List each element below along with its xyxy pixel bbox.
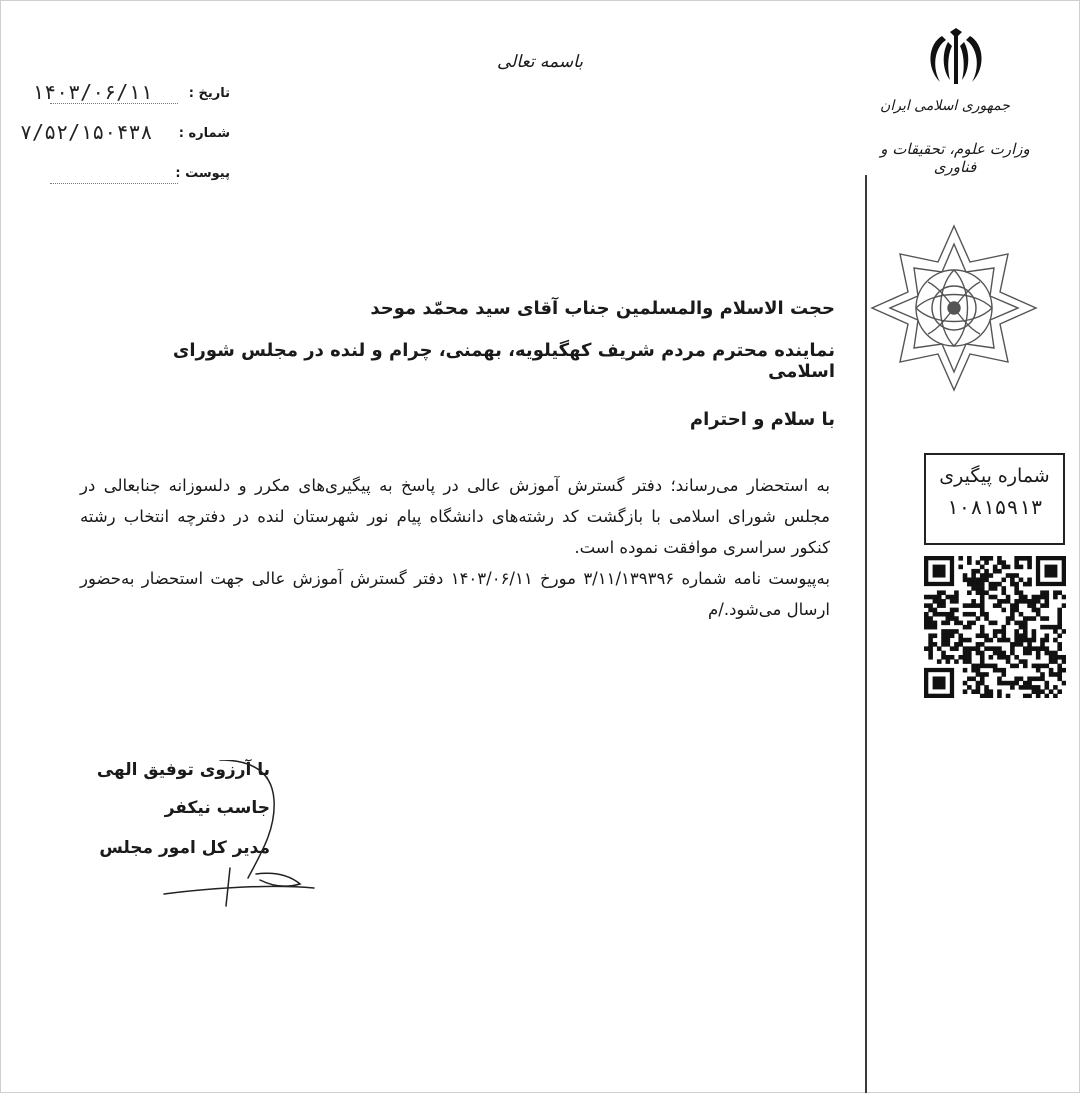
bismillah: باسمه تعالی	[497, 52, 583, 72]
tracking-label: شماره پیگیری	[939, 465, 1050, 487]
greeting: با سلام و احترام	[689, 409, 835, 430]
letter-paragraph-2: به‌پیوست نامه شماره ۳/۱۱/۱۳۹۳۹۶ مورخ ۱۴۰۳/۰۶/۱۱ دفتر گسترش آموزش عالی جهت استحضار به‌حضور ارسال می‌شود./م	[80, 569, 830, 619]
margin-rule	[865, 175, 867, 1093]
attachment-field	[20, 160, 230, 188]
attachment-label: پیوست :	[175, 166, 230, 181]
recipient-line-1: حجت الاسلام والمسلمین جناب آقای سید محمّد موحد	[370, 298, 835, 319]
tracking-box	[924, 453, 1065, 545]
islamic-ornament-icon	[868, 222, 1040, 394]
iran-emblem-icon	[920, 28, 992, 90]
number-value: ۷/۵۲/۱۵۰۴۳۸	[20, 120, 153, 144]
signer-name: جاسب نیکفر	[164, 798, 270, 818]
closing-line: با آرزوی توفیق الهی	[96, 760, 270, 780]
letter-body	[80, 470, 830, 625]
republic-name: جمهوری اسلامی ایران	[880, 98, 1010, 114]
date-field	[20, 80, 230, 108]
signer-title: مدیر کل امور مجلس	[99, 838, 270, 858]
qr-code[interactable]	[924, 556, 1066, 698]
number-field	[20, 120, 230, 148]
tracking-number: ۱۰۸۱۵۹۱۳	[946, 495, 1043, 519]
date-value: ۱۴۰۳/۰۶/۱۱	[32, 80, 153, 104]
date-label: تاریخ :	[188, 86, 230, 101]
handwritten-signature	[160, 760, 330, 910]
number-label: شماره :	[178, 126, 230, 141]
recipient-line-2: نماینده محترم مردم شریف کهگیلویه، بهمنی، چرام و لنده در مجلس شورای اسلامی	[172, 340, 835, 382]
letter-paragraph-1: به استحضار می‌رساند؛ دفتر گسترش آموزش عالی در پاسخ به پیگیری‌های مکرر و دلسوزانه جنابعالی در مجلس شورای اسلامی با بازگشت کد رشته‌های دانشگاه پیام نور شهرستان لنده در دفترچه انتخاب رشته کنکور سراسری موافقت نموده است.	[80, 476, 830, 557]
ministry-name: وزارت علوم، تحقیقات و فناوری	[880, 140, 1030, 176]
